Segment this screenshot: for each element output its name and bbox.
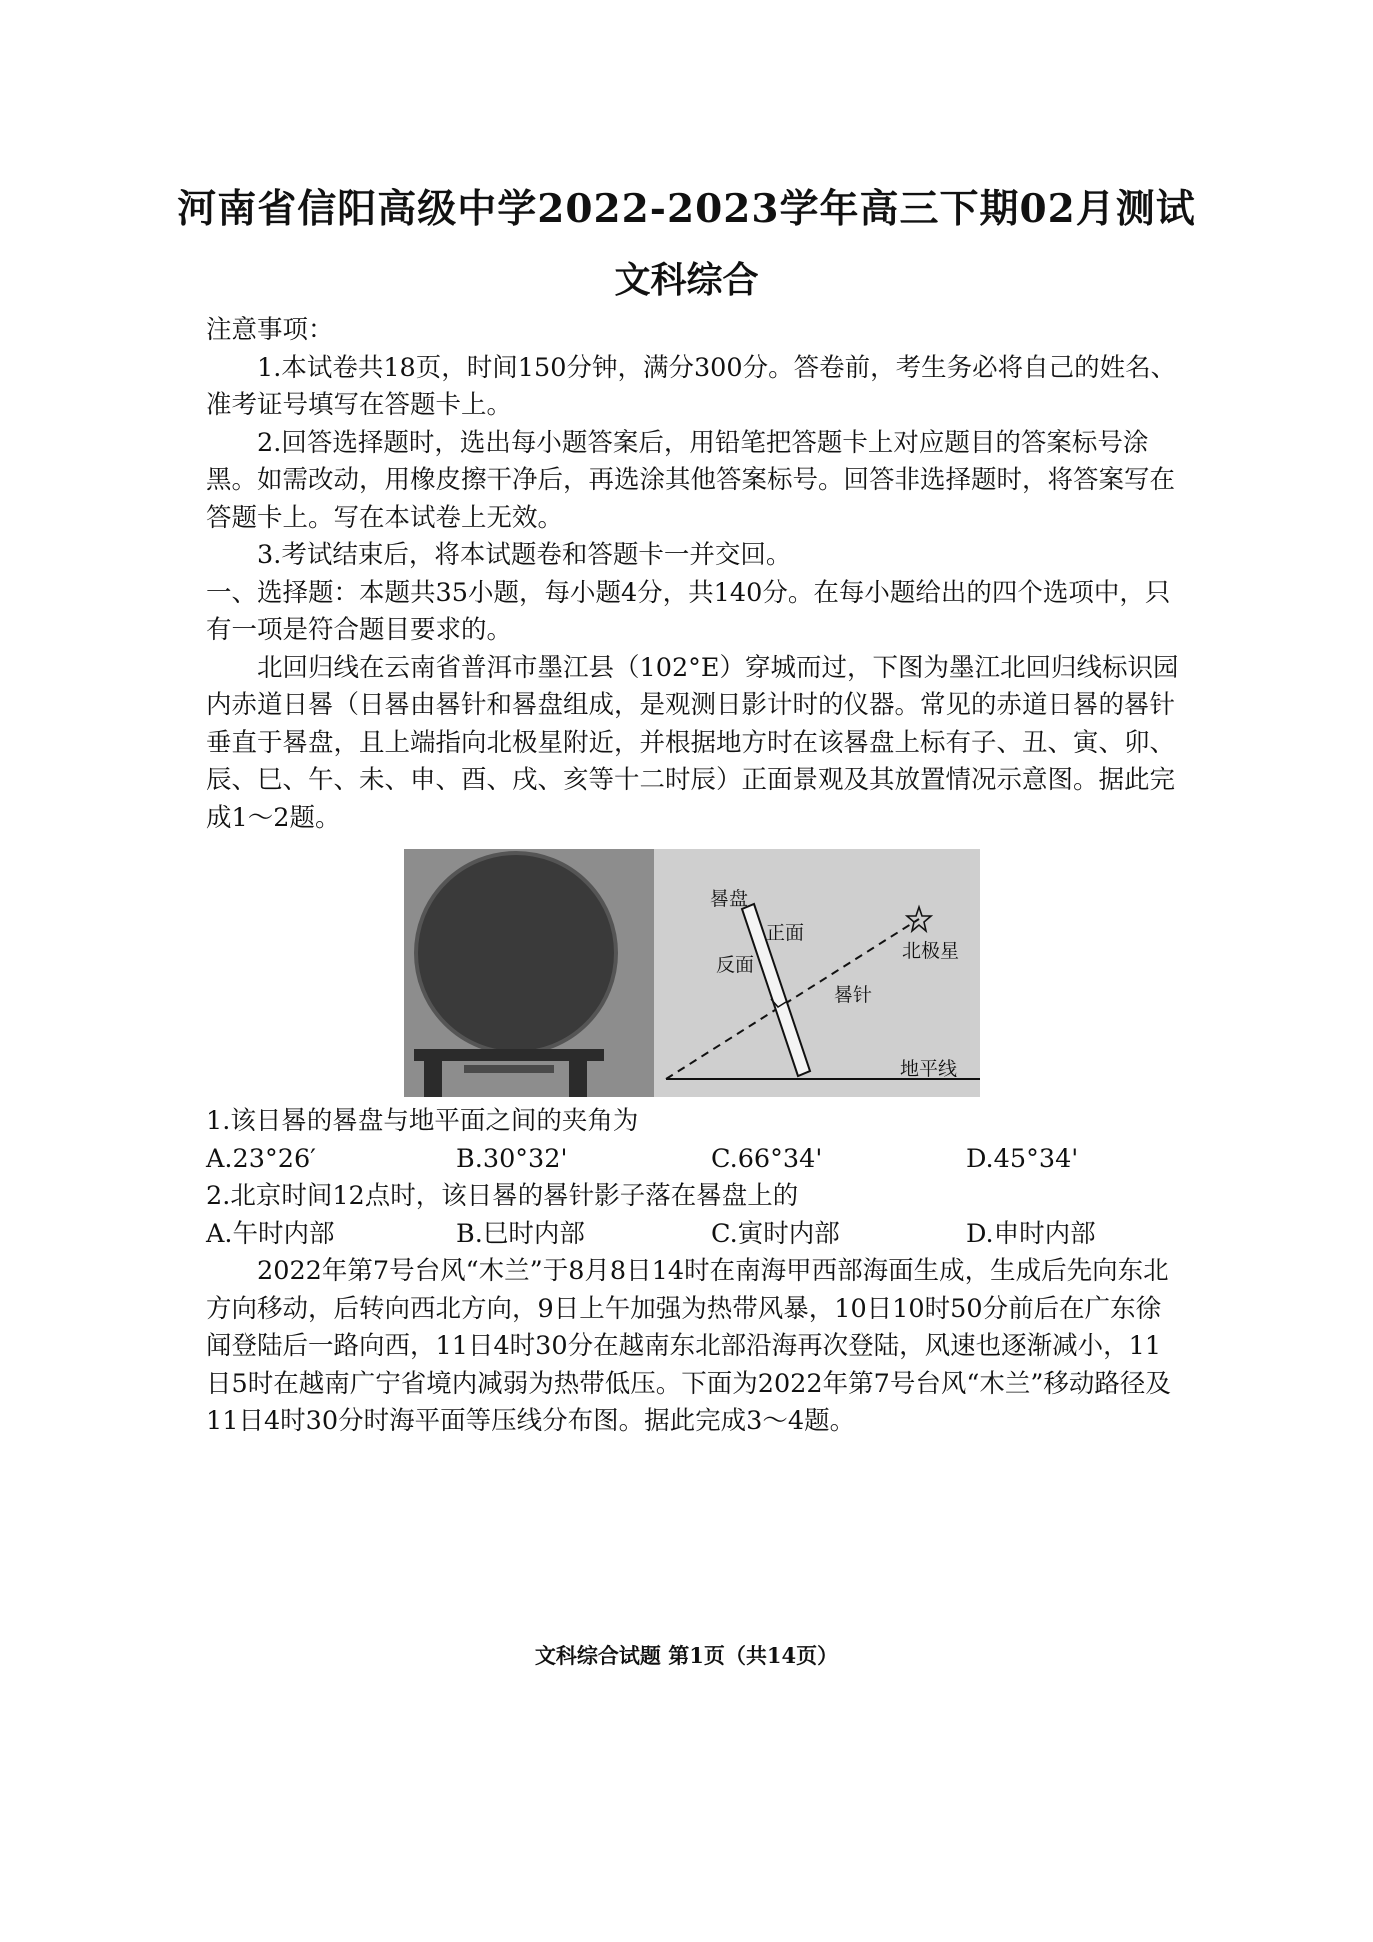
question-2-option-b: B.巳时内部 [456,1218,585,1249]
label-polaris: 北极星 [902,940,960,962]
question-2-option-d: D.申时内部 [966,1218,1096,1249]
note-item-3: 3.考试结束后，将本试题卷和答题卡一并交回。 [257,540,792,570]
passage-sundial: 北回归线在云南省普洱市墨江县（102°E）穿城而过，下图为墨江北回归线标识园内赤道日晷（日晷由晷针和晷盘组成，是观测日影计时的仪器。常见的赤道日晷的晷针垂直于晷盘，且上端指向北极星附近，并根据地方时在该晷盘上标有子、丑、寅、卯、辰、巳、午、未、申、酉、戌、亥等十二时辰）正面景观及其放置情况示意图。据此完成1～2题。 [206,652,1179,833]
question-1-option-a: A.23°26′ [206,1143,316,1174]
question-1-option-c: C.66°34' [711,1143,823,1174]
notes-heading: 注意事项： [206,315,334,345]
question-2-stem: 2.北京时间12点时，该日晷的晷针影子落在晷盘上的 [206,1181,799,1211]
label-gnomon: 晷针 [834,984,873,1006]
label-dial: 晷盘 [710,888,749,910]
question-1-stem: 1.该日晷的晷盘与地平面之间的夹角为 [206,1106,639,1136]
note-item-2: 2.回答选择题时，选出每小题答案后，用铅笔把答题卡上对应题目的答案标号涂黑。如需改动，用橡皮擦干净后，再选涂其他答案标号。回答非选择题时，将答案写在答题卡上。写在本试卷上无效。 [206,427,1176,533]
label-front: 正面 [766,922,805,944]
passage-typhoon: 2022年第7号台风“木兰”于8月8日14时在南海甲西部海面生成，生成后先向东北方向移动，后转向西北方向，9日上午加强为热带风暴，10日10时50分前后在广东徐闻登陆后一路向西，11日4时30分在越南东北部沿海再次登陆，风速也逐渐减小，11日5时在越南广宁省境内减弱为热带低压。下面为2022年第7号台风“木兰”移动路径及11日4时30分时海平面等压线分布图。据此完成3～4题。 [206,1256,1171,1436]
question-1-options [206,1141,1181,1179]
exam-subject: 文科综合 [614,259,759,301]
sundial-svg [404,849,980,1097]
sundial-photo-base [414,1049,604,1061]
note-item-1: 1.本试卷共18页，时间150分钟，满分300分。答卷前，考生务必将自己的姓名、准考证号填写在答题卡上。 [206,352,1177,420]
section-heading: 一、选择题：本题共35小题，每小题4分，共140分。在每小题给出的四个选项中，只有一项是符合题目要求的。 [206,577,1171,645]
exam-body [206,312,1181,1441]
question-2-option-a: A.午时内部 [206,1218,335,1249]
question-1-option-d: D.45°34' [966,1143,1079,1174]
label-horizon: 地平线 [900,1058,958,1080]
question-1-option-b: B.30°32' [456,1143,568,1174]
label-back: 反面 [716,954,755,976]
question-2-option-c: C.寅时内部 [711,1218,840,1249]
exam-title: 河南省信阳高级中学2022-2023学年高三下期02月测试 [177,186,1196,232]
question-2-options [206,1216,1181,1254]
page-footer: 文科综合试题 第1页（共14页） [534,1643,839,1668]
sundial-figure [404,849,980,1097]
